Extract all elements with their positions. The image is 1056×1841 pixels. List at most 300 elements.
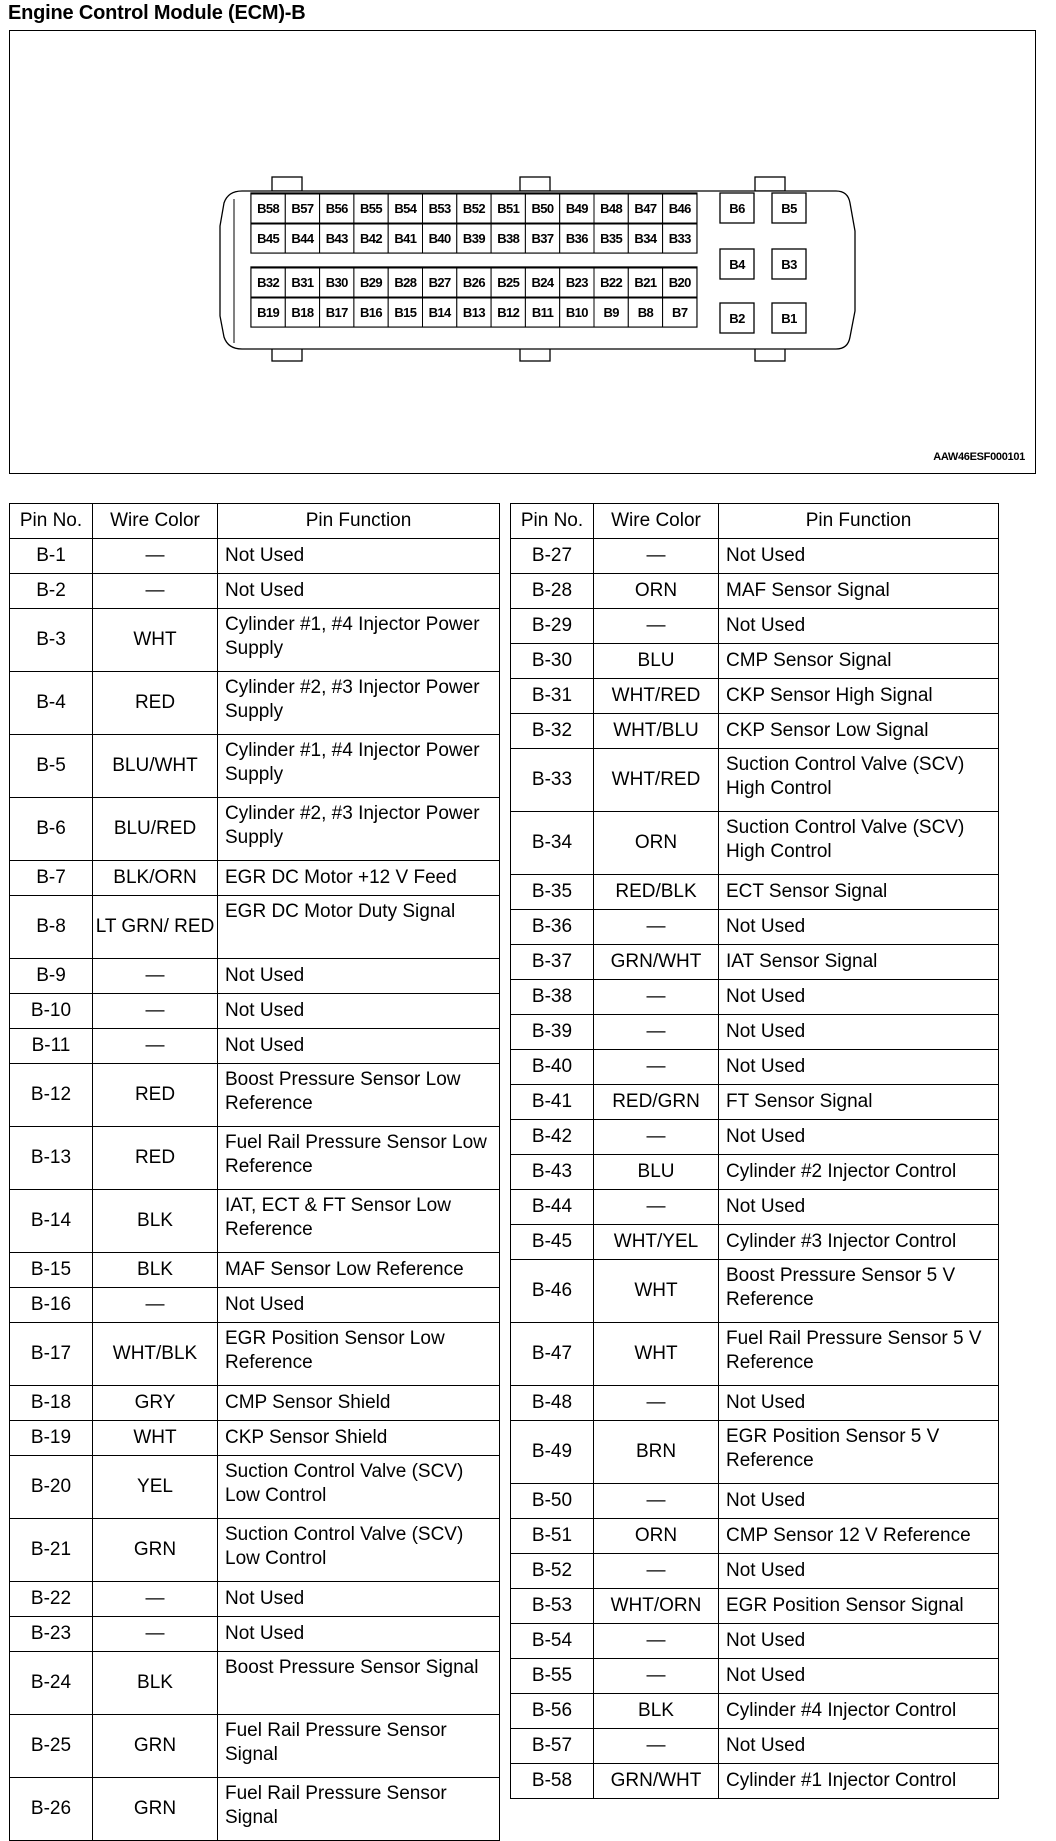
table-row — [10, 1029, 500, 1064]
connector-latch — [520, 177, 550, 191]
table-row — [511, 1260, 999, 1323]
connector-pin-label: B34 — [634, 231, 657, 246]
pin-number: B-9 — [10, 959, 93, 994]
pin-function: FT Sensor Signal — [719, 1085, 999, 1120]
pin-function: Suction Control Valve (SCV) Low Control — [218, 1519, 500, 1582]
pin-function: EGR DC Motor Duty Signal — [218, 896, 500, 959]
pin-number: B-57 — [511, 1729, 594, 1764]
wire-color: RED/BLK — [594, 875, 719, 910]
pin-function: CKP Sensor Low Signal — [719, 714, 999, 749]
wire-color: RED — [93, 672, 218, 735]
connector-pin-label: B37 — [531, 231, 554, 246]
pin-number: B-44 — [511, 1190, 594, 1225]
table-row — [10, 1386, 500, 1421]
table-row — [10, 798, 500, 861]
pin-function: MAF Sensor Signal — [719, 574, 999, 609]
table-row — [511, 1323, 999, 1386]
pin-number: B-58 — [511, 1764, 594, 1799]
wire-color: GRN — [93, 1519, 218, 1582]
wire-color: WHT — [93, 1421, 218, 1456]
connector-pin-label: B9 — [603, 305, 619, 320]
wire-color: — — [594, 1120, 719, 1155]
table-row — [10, 574, 500, 609]
wire-color: — — [594, 1554, 719, 1589]
table-row — [511, 1015, 999, 1050]
table-row — [511, 1589, 999, 1624]
connector-pin-label: B57 — [291, 201, 314, 216]
connector-pin-label: B20 — [668, 275, 691, 290]
pin-function: CKP Sensor High Signal — [719, 679, 999, 714]
pin-number: B-38 — [511, 980, 594, 1015]
connector-pin-label: B27 — [428, 275, 451, 290]
pin-number: B-24 — [10, 1652, 93, 1715]
connector-pin-label: B58 — [257, 201, 280, 216]
wire-color: LT GRN/ RED — [93, 896, 218, 959]
pin-number: B-50 — [511, 1484, 594, 1519]
table-row — [10, 994, 500, 1029]
connector-pin-label: B47 — [634, 201, 657, 216]
connector-pin-label: B17 — [325, 305, 348, 320]
pin-number: B-37 — [511, 945, 594, 980]
wire-color: WHT/BLU — [594, 714, 719, 749]
connector-diagram — [10, 31, 1037, 475]
pin-function: EGR Position Sensor 5 V Reference — [719, 1421, 999, 1484]
pin-number: B-7 — [10, 861, 93, 896]
pin-number: B-8 — [10, 896, 93, 959]
pin-function: Cylinder #3 Injector Control — [719, 1225, 999, 1260]
connector-pin-label: B48 — [600, 201, 623, 216]
connector-pin-label: B44 — [291, 231, 314, 246]
wire-color: — — [594, 1190, 719, 1225]
wire-color: — — [594, 609, 719, 644]
pin-number: B-20 — [10, 1456, 93, 1519]
table-row — [10, 1519, 500, 1582]
table-row — [10, 1064, 500, 1127]
pin-number: B-41 — [511, 1085, 594, 1120]
connector-pin-label: B7 — [672, 305, 688, 320]
table-row — [511, 1624, 999, 1659]
pin-number: B-15 — [10, 1253, 93, 1288]
connector-pin-label: B30 — [325, 275, 348, 290]
pin-function: Cylinder #1 Injector Control — [719, 1764, 999, 1799]
table-row — [10, 1778, 500, 1841]
wire-color: GRN/WHT — [594, 945, 719, 980]
pin-number: B-4 — [10, 672, 93, 735]
pin-function: Not Used — [719, 1015, 999, 1050]
connector-latch — [272, 177, 302, 191]
connector-pin-label: B26 — [462, 275, 485, 290]
connector-pin-label: B42 — [360, 231, 383, 246]
wire-color: BLK — [594, 1694, 719, 1729]
wire-color: — — [93, 1288, 218, 1323]
pin-function: Not Used — [218, 1617, 500, 1652]
pin-number: B-25 — [10, 1715, 93, 1778]
connector-latch — [755, 177, 785, 191]
pin-number: B-55 — [511, 1659, 594, 1694]
pin-function: Not Used — [719, 1729, 999, 1764]
table-row — [511, 875, 999, 910]
connector-pin-label: B16 — [360, 305, 383, 320]
wire-color: BLU/RED — [93, 798, 218, 861]
pin-function: Cylinder #2 Injector Control — [719, 1155, 999, 1190]
connector-power-pin-label: B6 — [729, 201, 745, 216]
pin-number: B-40 — [511, 1050, 594, 1085]
table-header-row — [10, 504, 500, 539]
wire-color: — — [93, 1582, 218, 1617]
pin-table-left — [9, 503, 500, 1841]
pin-function: CMP Sensor 12 V Reference — [719, 1519, 999, 1554]
table-row — [10, 1288, 500, 1323]
table-row — [10, 1421, 500, 1456]
connector-pin-label: B11 — [531, 305, 554, 320]
connector-pin-label: B32 — [257, 275, 280, 290]
pin-number: B-33 — [511, 749, 594, 812]
wire-color: BLK — [93, 1253, 218, 1288]
pin-function: Not Used — [218, 574, 500, 609]
wire-color: — — [594, 1050, 719, 1085]
connector-pin-label: B18 — [291, 305, 314, 320]
pin-number: B-46 — [511, 1260, 594, 1323]
wire-color: WHT/RED — [594, 749, 719, 812]
pin-function: Boost Pressure Sensor Low Reference — [218, 1064, 500, 1127]
table-row — [511, 749, 999, 812]
pin-number: B-22 — [10, 1582, 93, 1617]
pin-number: B-10 — [10, 994, 93, 1029]
wire-color: ORN — [594, 812, 719, 875]
table-row — [10, 959, 500, 994]
pin-number: B-16 — [10, 1288, 93, 1323]
connector-pin-label: B23 — [565, 275, 588, 290]
connector-pin-label: B38 — [497, 231, 520, 246]
connector-pin-label: B21 — [634, 275, 657, 290]
connector-pin-label: B12 — [497, 305, 520, 320]
pin-number: B-54 — [511, 1624, 594, 1659]
connector-pin-label: B35 — [600, 231, 623, 246]
table-row — [511, 945, 999, 980]
pin-number: B-5 — [10, 735, 93, 798]
table-row — [10, 1617, 500, 1652]
pin-function: EGR Position Sensor Signal — [719, 1589, 999, 1624]
table-row — [511, 679, 999, 714]
pin-number: B-11 — [10, 1029, 93, 1064]
pin-number: B-17 — [10, 1323, 93, 1386]
connector-pin-label: B51 — [497, 201, 520, 216]
table-row — [10, 1323, 500, 1386]
pin-function: Not Used — [719, 910, 999, 945]
pin-function: Not Used — [719, 539, 999, 574]
pin-function: Not Used — [719, 1386, 999, 1421]
header-pin-function: Pin Function — [719, 504, 999, 539]
wire-color: — — [594, 1659, 719, 1694]
pin-number: B-31 — [511, 679, 594, 714]
connector-pin-label: B52 — [462, 201, 485, 216]
table-row — [511, 1519, 999, 1554]
table-row — [511, 1694, 999, 1729]
connector-pin-label: B43 — [325, 231, 348, 246]
pin-function: Not Used — [719, 1659, 999, 1694]
wire-color: WHT/BLK — [93, 1323, 218, 1386]
pin-number: B-35 — [511, 875, 594, 910]
connector-pin-label: B8 — [637, 305, 654, 320]
connector-pin-label: B50 — [531, 201, 554, 216]
table-row — [10, 609, 500, 672]
pin-function: EGR DC Motor +12 V Feed — [218, 861, 500, 896]
pin-function: CKP Sensor Shield — [218, 1421, 500, 1456]
connector-pin-label: B25 — [497, 275, 520, 290]
pin-number: B-32 — [511, 714, 594, 749]
pin-function: Boost Pressure Sensor Signal — [218, 1652, 500, 1715]
table-row — [10, 735, 500, 798]
wire-color: — — [594, 1386, 719, 1421]
pin-number: B-28 — [511, 574, 594, 609]
table-row — [511, 1386, 999, 1421]
connector-pin-label: B36 — [565, 231, 588, 246]
pin-number: B-27 — [511, 539, 594, 574]
wire-color: GRN — [93, 1778, 218, 1841]
pin-number: B-39 — [511, 1015, 594, 1050]
wire-color: WHT — [93, 609, 218, 672]
connector-power-pin-label: B5 — [781, 201, 797, 216]
table-row — [511, 1120, 999, 1155]
table-row — [511, 1659, 999, 1694]
connector-pin-label: B19 — [257, 305, 280, 320]
wire-color: ORN — [594, 1519, 719, 1554]
table-row — [511, 1554, 999, 1589]
pin-function: Not Used — [719, 1050, 999, 1085]
connector-pin-label: B31 — [291, 275, 314, 290]
pin-number: B-12 — [10, 1064, 93, 1127]
connector-pin-label: B45 — [257, 231, 280, 246]
pin-function: Not Used — [719, 1190, 999, 1225]
table-row — [511, 1085, 999, 1120]
pin-number: B-51 — [511, 1519, 594, 1554]
wire-color: WHT/RED — [594, 679, 719, 714]
pin-function: Not Used — [218, 959, 500, 994]
connector-pin-label: B46 — [668, 201, 691, 216]
pin-function: IAT Sensor Signal — [719, 945, 999, 980]
pin-number: B-49 — [511, 1421, 594, 1484]
pin-function: Not Used — [719, 980, 999, 1015]
table-row — [511, 609, 999, 644]
connector-power-pin-label: B2 — [729, 311, 745, 326]
table-row — [511, 1484, 999, 1519]
wire-color: GRN/WHT — [594, 1764, 719, 1799]
connector-pin-label: B56 — [325, 201, 348, 216]
connector-pin-label: B55 — [360, 201, 383, 216]
connector-pin-label: B33 — [668, 231, 691, 246]
table-row — [10, 1652, 500, 1715]
table-row — [10, 1582, 500, 1617]
wire-color: BLK — [93, 1190, 218, 1253]
pin-function: IAT, ECT & FT Sensor Low Reference — [218, 1190, 500, 1253]
header-wire-color: Wire Color — [594, 504, 719, 539]
table-header-row — [511, 504, 999, 539]
connector-pin-label: B49 — [565, 201, 588, 216]
table-row — [511, 1729, 999, 1764]
table-row — [10, 1253, 500, 1288]
wire-color: RED/GRN — [594, 1085, 719, 1120]
wire-color: ORN — [594, 574, 719, 609]
pin-number: B-2 — [10, 574, 93, 609]
table-row — [10, 861, 500, 896]
pin-number: B-43 — [511, 1155, 594, 1190]
pin-number: B-6 — [10, 798, 93, 861]
pin-number: B-47 — [511, 1323, 594, 1386]
wire-color: — — [93, 539, 218, 574]
wire-color: WHT — [594, 1323, 719, 1386]
wire-color: RED — [93, 1064, 218, 1127]
pin-function: CMP Sensor Shield — [218, 1386, 500, 1421]
header-pin-no: Pin No. — [511, 504, 594, 539]
connector-pin-label: B15 — [394, 305, 417, 320]
pin-function: Fuel Rail Pressure Sensor Signal — [218, 1715, 500, 1778]
connector-power-pin-label: B3 — [781, 257, 797, 272]
wire-color: WHT/YEL — [594, 1225, 719, 1260]
wire-color: BLU — [594, 644, 719, 679]
table-row — [10, 539, 500, 574]
table-row — [511, 1050, 999, 1085]
pin-number: B-30 — [511, 644, 594, 679]
pin-function: Cylinder #4 Injector Control — [719, 1694, 999, 1729]
table-row — [511, 714, 999, 749]
wire-color: — — [594, 539, 719, 574]
wire-color: BLU/WHT — [93, 735, 218, 798]
pin-function: Fuel Rail Pressure Sensor 5 V Reference — [719, 1323, 999, 1386]
connector-power-pin-label: B4 — [729, 257, 745, 272]
table-row — [511, 1764, 999, 1799]
pin-function: Not Used — [719, 609, 999, 644]
table-row — [511, 1155, 999, 1190]
pin-number: B-3 — [10, 609, 93, 672]
connector-pin-label: B41 — [394, 231, 417, 246]
pin-function: Suction Control Valve (SCV) High Control — [719, 812, 999, 875]
wire-color: — — [594, 910, 719, 945]
wire-color: — — [93, 994, 218, 1029]
wire-color: GRN — [93, 1715, 218, 1778]
connector-power-pin-label: B1 — [781, 311, 797, 326]
wire-color: — — [594, 1729, 719, 1764]
pin-number: B-14 — [10, 1190, 93, 1253]
wire-color: RED — [93, 1127, 218, 1190]
wire-color: — — [594, 1624, 719, 1659]
pin-number: B-26 — [10, 1778, 93, 1841]
wire-color: — — [93, 1029, 218, 1064]
wire-color: — — [594, 1484, 719, 1519]
table-row — [511, 1190, 999, 1225]
pin-number: B-42 — [511, 1120, 594, 1155]
page-title: Engine Control Module (ECM)-B — [8, 2, 306, 24]
pin-number: B-53 — [511, 1589, 594, 1624]
connector-pin-label: B39 — [462, 231, 485, 246]
wire-color: BRN — [594, 1421, 719, 1484]
pin-number: B-1 — [10, 539, 93, 574]
pin-function: Fuel Rail Pressure Sensor Signal — [218, 1778, 500, 1841]
table-row — [511, 644, 999, 679]
pin-number: B-29 — [511, 609, 594, 644]
pin-function: Not Used — [218, 539, 500, 574]
pin-function: Not Used — [218, 1582, 500, 1617]
pin-function: Not Used — [218, 1029, 500, 1064]
connector-pin-label: B28 — [394, 275, 417, 290]
connector-pin-label: B22 — [600, 275, 623, 290]
pin-function: ECT Sensor Signal — [719, 875, 999, 910]
figure-code: AAW46ESF000101 — [933, 451, 1025, 463]
pin-function: Suction Control Valve (SCV) High Control — [719, 749, 999, 812]
table-row — [10, 1190, 500, 1253]
wire-color: — — [594, 1015, 719, 1050]
connector-pin-label: B54 — [394, 201, 417, 216]
pin-number: B-13 — [10, 1127, 93, 1190]
pin-number: B-45 — [511, 1225, 594, 1260]
connector-pin-label: B29 — [360, 275, 383, 290]
connector-pin-label: B24 — [531, 275, 554, 290]
connector-pin-label: B14 — [428, 305, 451, 320]
pin-number: B-34 — [511, 812, 594, 875]
pin-function: Not Used — [218, 994, 500, 1029]
header-pin-function: Pin Function — [218, 504, 500, 539]
connector-pin-label: B53 — [428, 201, 451, 216]
pin-function: Not Used — [719, 1624, 999, 1659]
table-row — [10, 672, 500, 735]
header-pin-no: Pin No. — [10, 504, 93, 539]
pin-function: Not Used — [719, 1120, 999, 1155]
wire-color: WHT/ORN — [594, 1589, 719, 1624]
wire-color: BLK/ORN — [93, 861, 218, 896]
table-row — [511, 1421, 999, 1484]
pin-number: B-48 — [511, 1386, 594, 1421]
pin-function: CMP Sensor Signal — [719, 644, 999, 679]
wire-color: WHT — [594, 1260, 719, 1323]
table-row — [10, 1456, 500, 1519]
pin-function: Cylinder #1, #4 Injector Power Supply — [218, 735, 500, 798]
pin-number: B-21 — [10, 1519, 93, 1582]
pin-function: Suction Control Valve (SCV) Low Control — [218, 1456, 500, 1519]
table-row — [10, 1127, 500, 1190]
table-row — [511, 539, 999, 574]
wire-color: BLU — [594, 1155, 719, 1190]
pin-function: Fuel Rail Pressure Sensor Low Reference — [218, 1127, 500, 1190]
table-row — [511, 1225, 999, 1260]
pin-number: B-56 — [511, 1694, 594, 1729]
pin-number: B-19 — [10, 1421, 93, 1456]
pin-function: Cylinder #1, #4 Injector Power Supply — [218, 609, 500, 672]
pin-function: Not Used — [719, 1484, 999, 1519]
table-row — [511, 910, 999, 945]
pin-function: Boost Pressure Sensor 5 V Reference — [719, 1260, 999, 1323]
pin-number: B-52 — [511, 1554, 594, 1589]
wire-color: — — [93, 1617, 218, 1652]
pin-function: Not Used — [218, 1288, 500, 1323]
connector-pin-label: B10 — [565, 305, 588, 320]
pin-function: Cylinder #2, #3 Injector Power Supply — [218, 672, 500, 735]
pin-function: MAF Sensor Low Reference — [218, 1253, 500, 1288]
wire-color: YEL — [93, 1456, 218, 1519]
table-row — [511, 980, 999, 1015]
pin-table-right — [510, 503, 999, 1799]
pin-number: B-18 — [10, 1386, 93, 1421]
pin-number: B-36 — [511, 910, 594, 945]
pin-function: Not Used — [719, 1554, 999, 1589]
table-row — [10, 896, 500, 959]
wire-color: — — [594, 980, 719, 1015]
connector-pin-label: B40 — [428, 231, 451, 246]
wire-color: — — [93, 574, 218, 609]
connector-figure — [9, 30, 1036, 474]
wire-color: BLK — [93, 1652, 218, 1715]
wire-color: — — [93, 959, 218, 994]
wire-color: GRY — [93, 1386, 218, 1421]
header-wire-color: Wire Color — [93, 504, 218, 539]
